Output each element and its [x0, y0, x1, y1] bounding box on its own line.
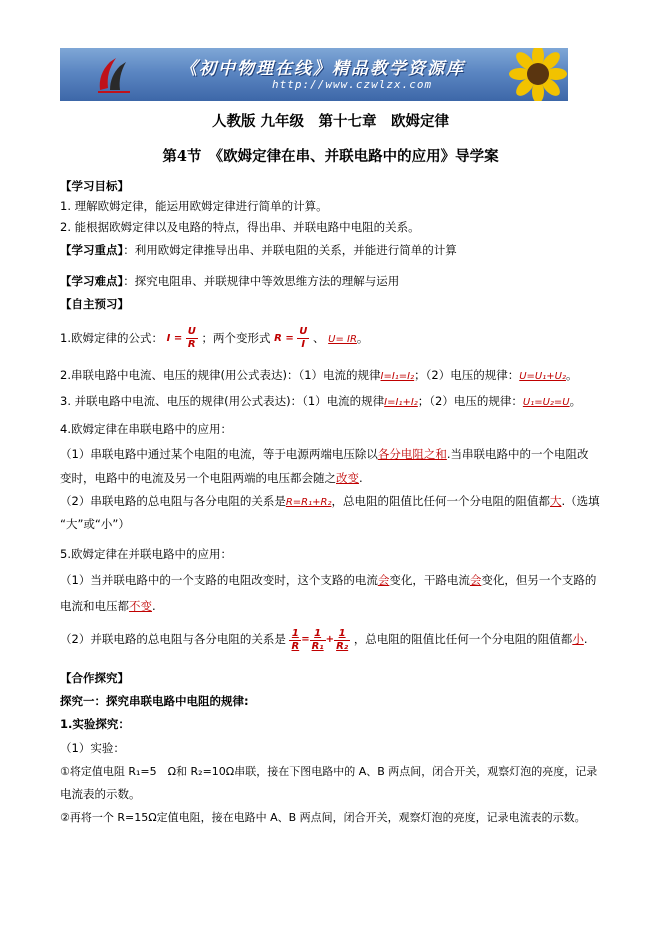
q1-sep: 、 [312, 331, 325, 345]
key-point-label: 【学习重点】 [60, 243, 124, 257]
preview-heading: 【自主预习】 [60, 297, 129, 311]
preview-q4-1 [60, 446, 588, 462]
sunflower-icon [506, 48, 568, 101]
q3-answer-voltage: U₁=U₂=U [522, 397, 570, 408]
fp-den-R2: R₂ [336, 640, 349, 652]
fp-num-1: 1 [289, 628, 301, 641]
q4-2a: （2）串联电路的总电阻与各分电阻的关系是 [60, 494, 286, 508]
q4-1b: .当串联电路中的一个电阻改 [446, 447, 589, 461]
preview-q4-1-cont [60, 470, 363, 486]
site-logo-icon [94, 54, 134, 96]
experiment-step-1: ①将定值电阻 R₁=5 Ω和 R₂=10Ω串联，接在下图电路中的 A、B 两点间，闭合开关，观察灯泡的亮度，记录 [60, 765, 598, 778]
q3-prefix: 3. 并联电路中电流、电压的规律(用公式表达)：（1）电流的规律 [60, 394, 385, 408]
document-title: 第4节 《欧姆定律在串、并联电路中的应用》导学案 [162, 148, 499, 165]
preview-q4-title: 4.欧姆定律在串联电路中的应用： [60, 422, 232, 436]
q1-mid: ；两个变形式 [201, 331, 271, 345]
formula-ohm [167, 326, 198, 351]
preview-q3 [60, 393, 581, 411]
q4-1a: （1）串联电路中通过某个电阻的电流，等于电源两端电压除以 [60, 447, 378, 461]
formula-ohm-den: R [187, 339, 196, 350]
q4-2b: ，总电阻的阻值比任何一个分电阻的阻值都 [331, 494, 550, 508]
goals-heading: 【学习目标】 [60, 179, 129, 193]
goal-item-2: 2. 能根据欧姆定律以及电路的特点，得出串、并联电路中电阻的关系。 [60, 220, 420, 234]
q3-answer-current: I=I₁+I₂ [384, 397, 418, 408]
preview-q5-title: 5.欧姆定律在并联电路中的应用： [60, 547, 232, 561]
q4-2c: .（选填 [561, 494, 600, 508]
q2-end: 。 [565, 368, 578, 382]
q4-1d: . [359, 471, 363, 485]
q5-1c: 变化，但另一个支路的 [481, 573, 597, 587]
fp-num-3: 1 [334, 628, 350, 641]
q4-1-answer-2: 改变 [336, 471, 359, 485]
q4-1-answer: 各分电阻之和 [377, 447, 447, 461]
experiment-sub: （1）实验： [60, 741, 125, 755]
formula-voltage: U= IR [328, 334, 357, 345]
q2-answer-voltage: U=U₁+U₂ [519, 371, 566, 382]
preview-q4-2-cont: “大”或“小”） [60, 517, 130, 531]
formula-ohm-num: U [187, 326, 196, 337]
q5-1-answer-1: 会 [377, 573, 390, 587]
experiment-step-2: ②再将一个 R=15Ω定值电阻，接在电路中 A、B 两点间，闭合开关，观察灯泡的亮度，记录电流表的示数。 [60, 811, 586, 824]
preview-q5-1 [60, 572, 596, 588]
q5-1b: 变化，干路电流 [389, 573, 470, 587]
formula-resistance [274, 326, 309, 351]
q2-answer-current: I=I₁=I₂ [380, 371, 415, 382]
q5-2-answer: 小 [572, 632, 584, 646]
q2-prefix: 2.串联电路中电流、电压的规律(用公式表达)：（1）电流的规律 [60, 368, 381, 382]
goal-item-1: 1. 理解欧姆定律，能运用欧姆定律进行简单的计算。 [60, 199, 328, 213]
fp-plus: + [325, 634, 335, 645]
preview-q1 [60, 324, 368, 354]
q5-1e: . [152, 599, 156, 613]
header-banner [60, 48, 568, 101]
preview-q5-1-cont [60, 598, 156, 614]
difficulty-label: 【学习难点】 [60, 274, 124, 288]
banner-title: 《初中物理在线》精品教学资源库 [180, 59, 465, 79]
q5-1-answer-2: 会 [469, 573, 482, 587]
q5-2a: （2）并联电路的总电阻与各分电阻的关系是 [60, 632, 286, 646]
q5-1d: 电流和电压都 [60, 599, 129, 613]
explore-1-title: 探究一：探究串联电路中电阻的规律: [60, 694, 249, 708]
formula-ohm-left: I = [166, 332, 183, 344]
q1-prefix: 1.欧姆定律的公式： [60, 331, 163, 345]
formula-resistance-num: U [299, 326, 308, 337]
experiment-step-1-cont: 电流表的示数。 [60, 787, 141, 801]
q4-2-answer-2: 大 [549, 494, 562, 508]
q4-2-answer: R=R₁+R₂ [285, 497, 332, 508]
q2-mid: ；（2）电压的规律： [414, 368, 520, 382]
difficulty [60, 273, 399, 289]
document-subtitle: 人教版 九年级 第十七章 欧姆定律 [211, 113, 450, 130]
preview-q2 [60, 367, 577, 385]
q5-2b: ，总电阻的阻值比任何一个分电阻的阻值都 [353, 632, 573, 646]
q3-end: 。 [569, 394, 582, 408]
formula-parallel [289, 625, 350, 655]
fp-den-R1: R₁ [311, 640, 324, 652]
experiment-title: 1.实验探究： [60, 717, 130, 731]
q5-2c: . [583, 632, 588, 646]
formula-resistance-left: R = [274, 332, 294, 344]
banner-url[interactable]: http://www.czwlzx.com [272, 78, 433, 91]
q4-1c: 变时，电路中的电流及另一个电阻两端的电压都会随之 [60, 471, 336, 485]
q3-mid: ；（2）电压的规律： [417, 394, 523, 408]
q5-1a: （1）当并联电路中的一个支路的电阻改变时，这个支路的电流 [60, 573, 378, 587]
q1-end: 。 [356, 331, 369, 345]
q5-1-answer-3: 不变 [129, 599, 152, 613]
formula-resistance-den: I [301, 339, 306, 350]
preview-q4-2 [60, 493, 600, 511]
key-point [60, 242, 457, 258]
difficulty-text: ：探究电阻串、并联规律中等效思维方法的理解与运用 [123, 274, 400, 288]
fp-den-R: R [291, 640, 300, 652]
fp-eq: = [301, 634, 310, 645]
key-point-text: ：利用欧姆定律推导出串、并联电阻的关系，并能进行简单的计算 [123, 243, 457, 257]
fp-num-2: 1 [310, 628, 326, 641]
coop-heading: 【合作探究】 [60, 671, 129, 685]
preview-q5-2 [60, 624, 587, 655]
